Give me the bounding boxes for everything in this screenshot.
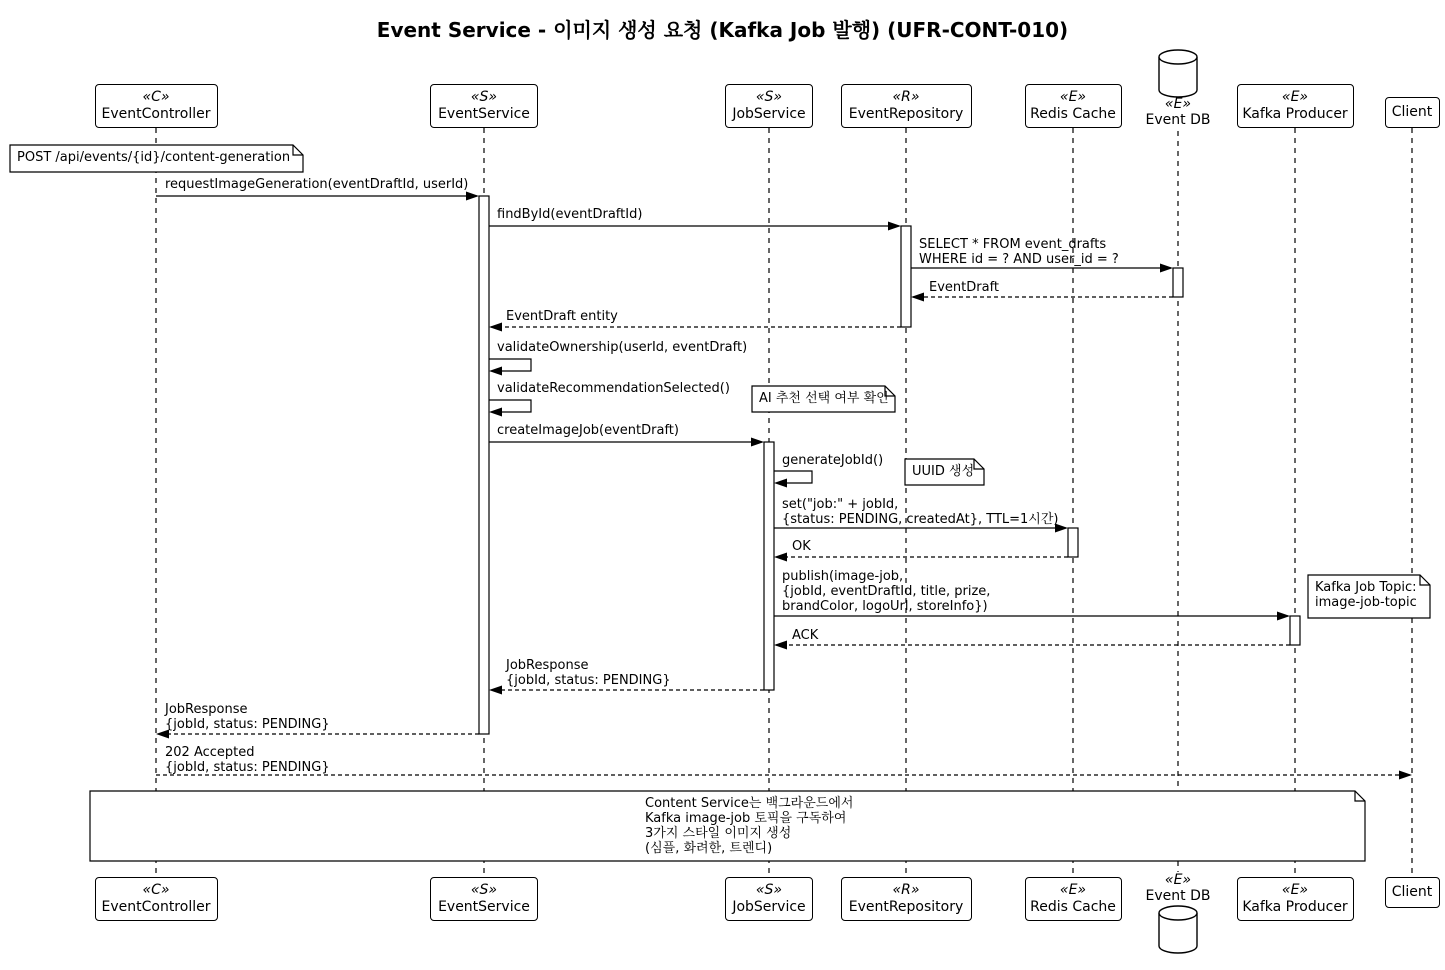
activation-kafka-producer [1290,616,1300,645]
message-label-return-ok [792,539,811,554]
participant-event-db-top-label [1123,96,1233,128]
arrowhead-return-job-response-to-eventservice [489,686,502,695]
participant-name-kafka-producer: Kafka Producer [1242,899,1348,915]
arrowhead-return-event-draft-entity [489,323,502,332]
participant-name-job-service: JobService [732,106,806,122]
participant-name-client: Client [1391,104,1433,120]
participant-label-line: «E» [1164,96,1192,112]
participant-name-kafka-producer: Kafka Producer [1242,106,1348,122]
participant-name-redis-cache: Redis Cache [1030,106,1116,122]
participant-kafka-producer-top [1237,84,1354,128]
stereotype-redis-cache: «E» [1059,89,1087,105]
arrowhead-generate-job-id [774,479,787,488]
message-label-return-ack [792,628,818,643]
message-label-return-event-draft-line: EventDraft [929,280,1000,295]
message-label-find-by-id-line: findById(eventDraftId) [497,207,643,222]
message-label-find-by-id [497,207,642,222]
activation-event-repository [901,226,911,327]
participant-client-bottom [1385,877,1440,908]
message-label-select-query-line: SELECT * FROM event_drafts [919,237,1107,252]
database-top-event-db-top [1159,50,1197,64]
activation-redis-cache [1068,528,1078,557]
message-label-kafka-publish-line: {jobId, eventDraftId, title, prize, [782,584,991,599]
note-content-service-note-line: 3가지 스타일 이미지 생성 [645,826,792,841]
activation-job-service [764,442,774,690]
participant-name-event-controller: EventController [101,106,211,122]
message-label-validate-recommendation-selected [497,381,730,396]
message-label-validate-ownership [497,340,747,355]
message-label-generate-job-id [782,453,883,468]
message-label-return-202-accepted-line: 202 Accepted [165,745,255,760]
participant-event-service-top [430,84,538,128]
note-ai-check-note [759,391,889,406]
message-label-generate-job-id-line: generateJobId() [782,453,884,468]
message-label-return-job-response-to-eventservice [506,658,671,688]
message-label-select-query [919,237,1119,267]
stereotype-event-controller: «C» [142,89,170,105]
note-post-endpoint-note [17,150,290,165]
participant-label-line: Event DB [1145,112,1211,128]
arrowhead-kafka-publish [1277,612,1290,621]
participant-job-service-bottom [725,877,813,921]
stereotype-kafka-producer: «E» [1281,882,1309,898]
message-label-kafka-publish-line: brandColor, logoUrl, storeInfo}) [782,599,988,614]
participant-name-job-service: JobService [732,899,806,915]
stereotype-event-repository: «R» [892,882,920,898]
arrowhead-validate-ownership [489,367,502,376]
arrowhead-select-query [1160,264,1173,273]
participant-event-repository-bottom [841,877,972,921]
note-uuid-note-line: UUID 생성 [912,464,975,479]
activation-event-db [1173,268,1183,297]
message-label-kafka-publish-line: publish(image-job, [782,569,904,584]
arrowhead-validate-recommendation-selected [489,408,502,417]
note-kafka-topic-note-line: image-job-topic [1315,595,1417,610]
participant-name-event-service: EventService [438,106,530,122]
arrowhead-request-image-generation [466,192,479,201]
database-bottom-event-db-top [1159,906,1197,920]
note-content-service-note-line: Content Service는 백그라운드에서 [645,796,854,811]
participant-redis-cache-top [1025,84,1122,128]
arrowhead-return-event-draft [911,293,924,302]
participant-name-event-controller: EventController [101,899,211,915]
message-label-redis-set-line: set("job:" + jobId, [782,497,899,512]
message-label-return-event-draft-entity-line: EventDraft entity [506,309,618,324]
message-label-return-job-response-to-controller-line: JobResponse [165,702,248,717]
message-label-return-event-draft-entity [506,309,618,324]
participant-redis-cache-bottom [1025,877,1122,921]
message-label-return-ack-line: ACK [792,628,819,643]
participant-label-line: Event DB [1145,888,1211,904]
note-post-endpoint-note-line: POST /api/events/{id}/content-generation [17,150,291,165]
note-content-service-note-line: (심플, 화려한, 트렌디) [645,841,773,856]
participant-name-event-repository: EventRepository [848,106,964,122]
participant-event-controller-bottom [95,877,218,921]
participant-label-line: «E» [1164,872,1192,888]
participant-event-service-bottom [430,877,538,921]
participant-job-service-top [725,84,813,128]
participant-name-redis-cache: Redis Cache [1030,899,1116,915]
participant-kafka-producer-bottom [1237,877,1354,921]
message-label-return-job-response-to-eventservice-line: {jobId, status: PENDING} [506,673,671,688]
message-label-request-image-generation [165,177,468,192]
arrowhead-return-ack [774,641,787,650]
message-label-create-image-job-line: createImageJob(eventDraft) [497,423,679,438]
message-label-validate-ownership-line: validateOwnership(userId, eventDraft) [497,340,748,355]
message-label-return-job-response-to-controller [165,702,330,732]
note-kafka-topic-note [1315,580,1417,610]
participant-event-db-bottom-label [1123,872,1233,904]
arrowhead-create-image-job [751,438,764,447]
participant-event-repository-top [841,84,972,128]
message-label-request-image-generation-line: requestImageGeneration(eventDraftId, userId) [165,177,469,192]
message-label-return-202-accepted [165,745,330,775]
message-label-return-job-response-to-controller-line: {jobId, status: PENDING} [165,717,330,732]
note-uuid-note [912,464,974,479]
participant-event-controller-top [95,84,218,128]
participant-name-client: Client [1391,884,1433,900]
arrowhead-find-by-id [888,222,901,231]
participant-name-event-service: EventService [438,899,530,915]
note-ai-check-note-line: AI 추천 선택 여부 확인 [759,391,889,406]
participant-name-event-repository: EventRepository [848,899,964,915]
stereotype-event-controller: «C» [142,882,170,898]
arrowhead-return-ok [774,553,787,562]
stereotype-event-repository: «R» [892,89,920,105]
arrowhead-return-202-accepted [1399,771,1412,780]
diagram-title: Event Service - 이미지 생성 요청 (Kafka Job 발행) (UFR-CONT-010) [376,18,1069,42]
stereotype-event-service: «S» [470,89,498,105]
stereotype-redis-cache: «E» [1059,882,1087,898]
message-label-create-image-job [497,423,679,438]
message-label-redis-set [782,497,1058,527]
message-label-select-query-line: WHERE id = ? AND user_id = ? [919,252,1119,267]
note-content-service-note-line: Kafka image-job 토픽을 구독하여 [645,811,847,826]
message-label-return-event-draft [929,280,999,295]
activation-event-service [479,196,489,734]
stereotype-job-service: «S» [755,882,783,898]
note-kafka-topic-note-line: Kafka Job Topic: [1315,580,1417,595]
message-label-validate-recommendation-selected-line: validateRecommendationSelected() [497,381,730,396]
stereotype-event-service: «S» [470,882,498,898]
message-label-return-202-accepted-line: {jobId, status: PENDING} [165,760,330,775]
stereotype-kafka-producer: «E» [1281,89,1309,105]
message-label-return-ok-line: OK [792,539,811,554]
stereotype-job-service: «S» [755,89,783,105]
note-content-service-note [645,796,853,856]
message-label-redis-set-line: {status: PENDING, createdAt}, TTL=1시간) [782,512,1059,527]
participant-client-top [1385,97,1440,128]
message-label-return-job-response-to-eventservice-line: JobResponse [506,658,589,673]
message-label-kafka-publish [782,569,990,614]
